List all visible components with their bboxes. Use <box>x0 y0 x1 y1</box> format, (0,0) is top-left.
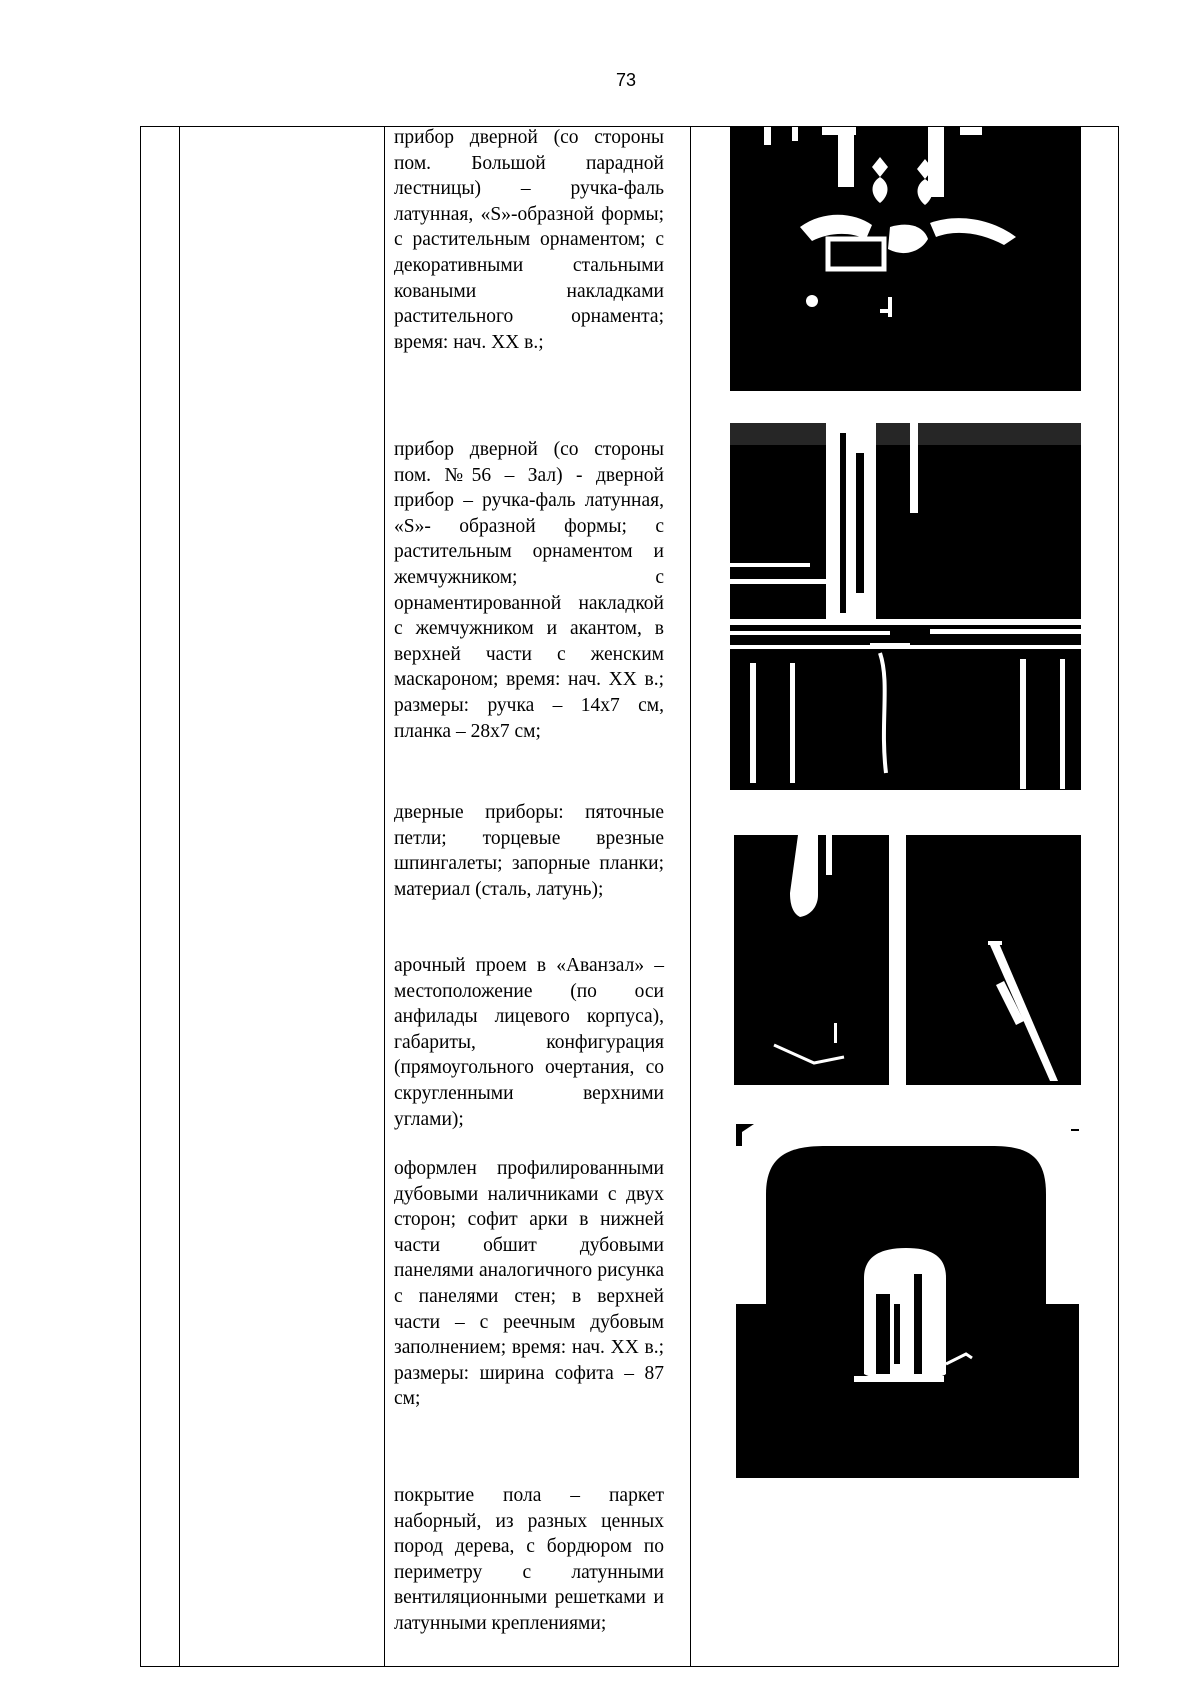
description-arch-opening: арочный проем в «Аванзал» – местоположение (по оси анфилады лицевого корпуса), габариты, конфигурация (прямоугольного очертания, со скругленными верхними углами); <box>394 955 664 1130</box>
description-arch-trim: оформлен профилированными дубовыми наличниками с двух сторон; софит арки в нижней части обшит дубовыми панелями аналогичного рисунка с панелями стен; в верхней части – с реечным дубовым заполнением; время: нач. XX в.; размеры: ширина софита – 87 см; <box>394 1158 664 1410</box>
description-door-handle-hall: прибор дверной (со стороны пом. №56 – Зал) - дверной прибор – ручка-фаль латунная, «S»- образной формы; с растительным орнаментом и жемчужником; с орнаментированной накладкой с жемчужником и акантом, в верхней части с женским маскароном; время: нач. XX в.; размеры: ручка – 14х7 см, планка – 28х7 см; <box>394 439 664 742</box>
photo-door-fittings-right <box>906 835 1081 1085</box>
photo-door-handle-hall <box>730 423 1081 790</box>
description-door-handle-staircase: прибор дверной (со стороны пом. Большой парадной лестницы) – ручка-фаль латунная, «S»-образной формы; с растительным орнаментом; с декоративными стальными коваными накладками растительного орнамента; время: нач. XX в.; <box>394 127 664 353</box>
inventory-table <box>140 126 1119 1667</box>
arch-photo-mark <box>1071 1129 1079 1131</box>
photo-door-fittings-left <box>734 835 889 1085</box>
photo-arch-opening <box>736 1124 1079 1478</box>
column-divider-3 <box>690 127 691 1666</box>
page-number: 73 <box>615 70 637 90</box>
column-divider-1 <box>179 127 180 1666</box>
description-parquet-floor: покрытие пола – паркет наборный, из разных ценных пород дерева, с бордюром по периметру с латунными вентиляционными решетками и латунными креплениями; <box>394 1485 664 1634</box>
description-door-fittings: дверные приборы: пяточные петли; торцевые врезные шпингалеты; запорные планки; материал (сталь, латунь); <box>394 802 664 900</box>
column-divider-2 <box>384 127 385 1666</box>
photo-door-handle-staircase <box>730 127 1081 391</box>
